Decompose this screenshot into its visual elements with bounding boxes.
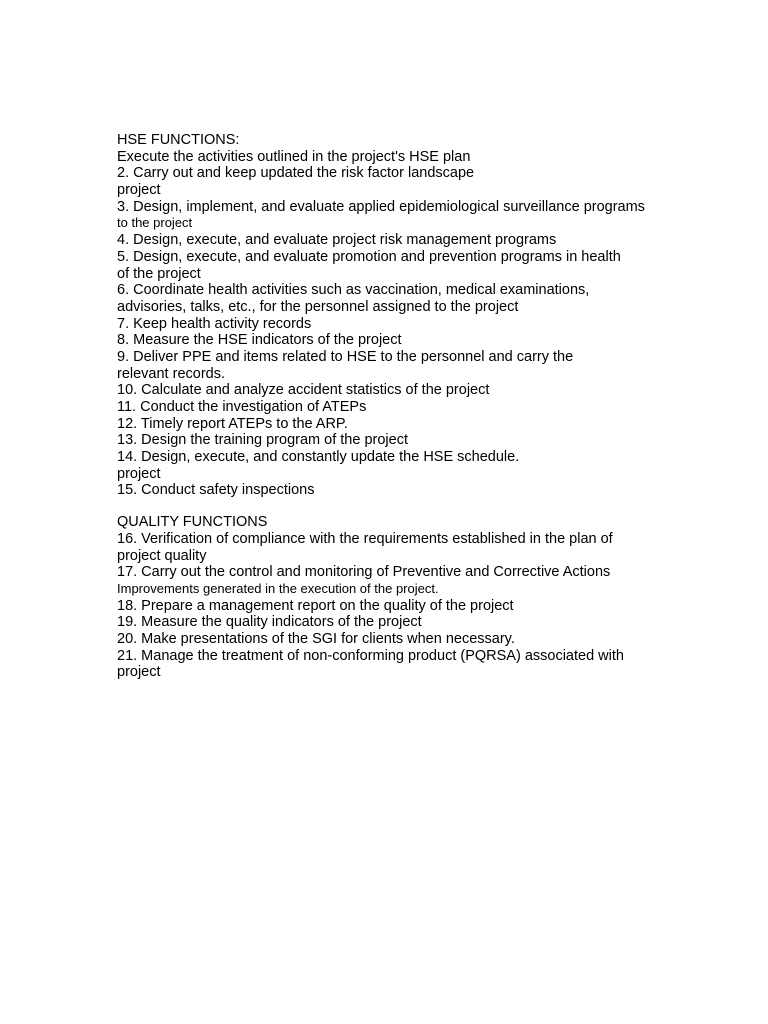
hse-function-line: 9. Deliver PPE and items related to HSE to the personnel and carry the [117,348,574,365]
hse-function-line: 3. Design, implement, and evaluate applied epidemiological surveillance programs [117,198,645,215]
hse-function-line: advisories, talks, etc., for the personnel assigned to the project [117,298,519,315]
quality-function-line: project quality [117,547,207,564]
hse-function-line: 15. Conduct safety inspections [117,482,315,499]
quality-function-line: 18. Prepare a management report on the quality of the project [117,597,514,614]
hse-function-line: 11. Conduct the investigation of ATEPs [117,399,367,415]
quality-function-line: 17. Carry out the control and monitoring of Preventive and Corrective Actions [117,564,611,581]
hse-function-line: 13. Design the training program of the project [117,432,408,449]
hse-function-line: 7. Keep health activity records [117,315,312,332]
document-body [117,132,717,681]
quality-functions-list [117,531,717,681]
hse-function-line: 6. Coordinate health activities such as vaccination, medical examinations, [117,282,590,299]
hse-function-line: to the project [117,215,193,231]
section-spacer [117,499,717,514]
quality-function-line: 16. Verification of compliance with the requirements established in the plan of [117,530,613,547]
hse-functions-heading: HSE FUNCTIONS: [117,132,240,148]
quality-function-line: 19. Measure the quality indicators of the project [117,614,422,631]
hse-function-line: Execute the activities outlined in the project's HSE plan [117,148,471,165]
hse-function-line: relevant records. [117,365,225,382]
hse-function-line: 8. Measure the HSE indicators of the project [117,332,402,349]
quality-function-line: Improvements generated in the execution of the project. [117,580,439,596]
hse-function-line: of the project [117,265,201,282]
quality-function-line: project [117,664,161,681]
hse-function-line: 10. Calculate and analyze accident statistics of the project [117,382,490,399]
hse-functions-list [117,149,717,499]
hse-function-line: 14. Design, execute, and constantly update the HSE schedule. [117,449,520,466]
hse-function-line: project [117,465,161,482]
quality-function-line: 20. Make presentations of the SGI for clients when necessary. [117,630,515,647]
hse-function-line: 12. Timely report ATEPs to the ARP. [117,415,348,432]
hse-function-line: 2. Carry out and keep updated the risk factor landscape [117,165,475,182]
quality-functions-heading: QUALITY FUNCTIONS [117,514,268,531]
quality-function-line: 21. Manage the treatment of non-conforming product (PQRSA) associated with [117,647,624,664]
hse-function-line: 4. Design, execute, and evaluate project risk management programs [117,232,557,249]
hse-function-line: 5. Design, execute, and evaluate promotion and prevention programs in health [117,248,621,265]
hse-function-line: project [117,182,161,199]
